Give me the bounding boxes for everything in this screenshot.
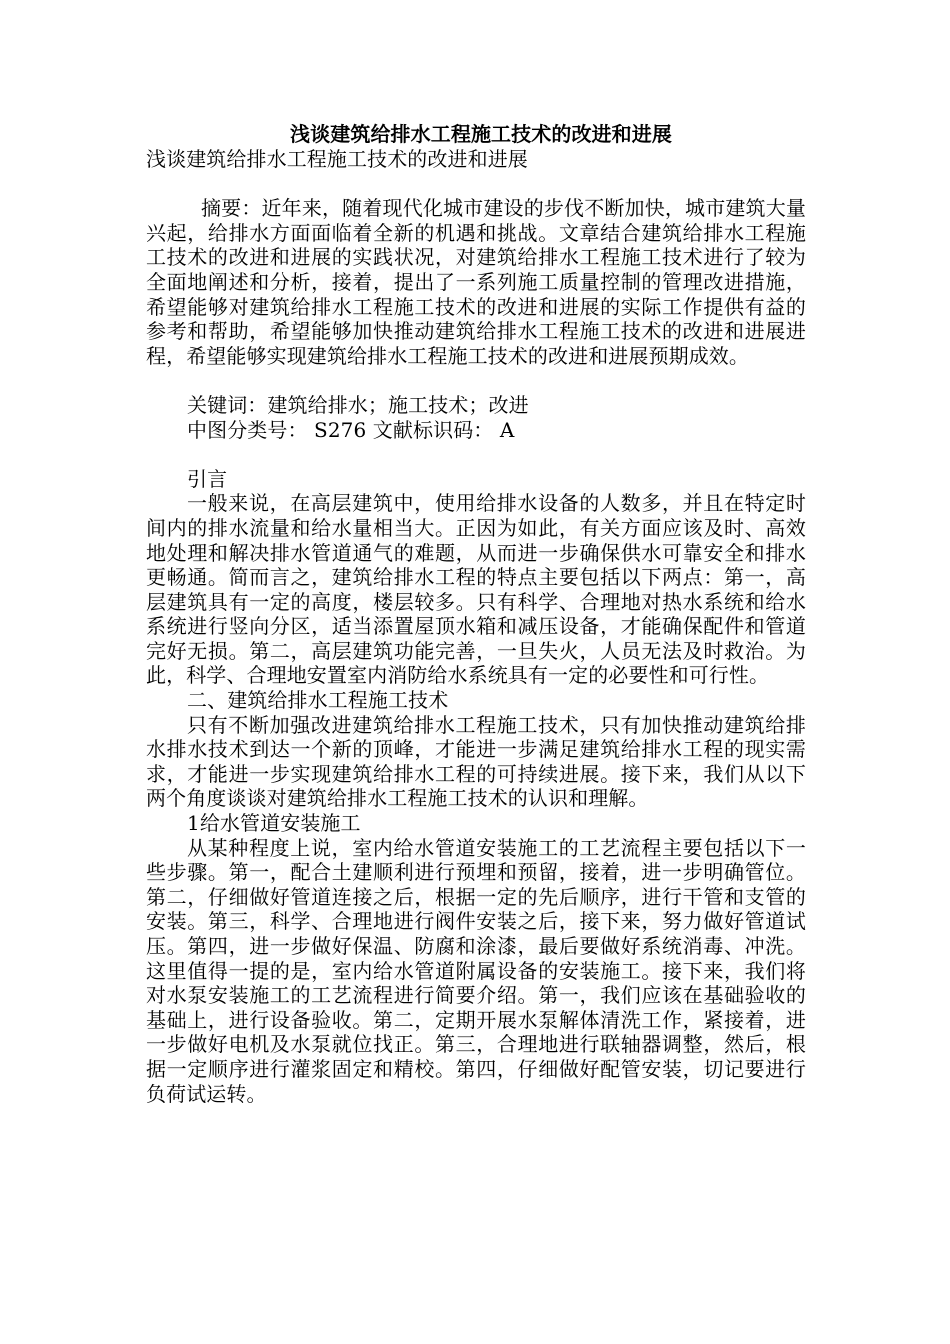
section2-paragraph: 只有不断加强改进建筑给排水工程施工技术，只有加快推动建筑给排水排水技术到达一个新的顶峰，才能进一步满足建筑给排水工程的现实需求，才能进一步实现建筑给排水工程的可持续进展。接下来，我们从以下两个角度谈谈对建筑给排水工程施工技术的认识和理解。 (146, 712, 806, 811)
intro-heading: 引言 (187, 466, 228, 491)
subsection1-paragraph: 从某种程度上说，室内给水管道安装施工的工艺流程主要包括以下一些步骤。第一，配合土建顺利进行预埋和预留，接着，进一步明确管位。第二，仔细做好管道连接之后，根据一定的先后顺序，进行干管和支管的安装。第三，科学、合理地进行阀件安装之后，接下来，努力做好管道试压。第四，进一步做好保温、防腐和涂漆，最后要做好系统消毒、冲洗。这里值得一提的是，室内给水管道附属设备的安装施工。接下来，我们将对水泵安装施工的工艺流程进行简要介绍。第一，我们应该在基础验收的基础上，进行设备验收。第二，定期开展水泵解体清洗工作，紧接着，进一步做好电机及水泵就位找正。第三，合理地进行联轴器调整，然后，根据一定顺序进行灌浆固定和精校。第四，仔细做好配管安装，切记要进行负荷试运转。 (146, 835, 806, 1106)
subsection1-heading: 1给水管道安装施工 (187, 811, 361, 836)
section2-heading: 二、建筑给排水工程施工技术 (187, 688, 449, 713)
document-body (146, 121, 806, 1106)
blank-line (146, 442, 806, 467)
blank-line (146, 368, 806, 393)
classification-line: 中图分类号： S276 文献标识码： A (187, 417, 515, 442)
document-subtitle: 浅谈建筑给排水工程施工技术的改进和进展 (146, 147, 528, 171)
intro-paragraph: 一般来说，在高层建筑中，使用给排水设备的人数多，并且在特定时间内的排水流量和给水量相当大。正因为如此，有关方面应该及时、高效地处理和解决排水管道通气的难题，从而进一步确保供水可靠安全和排水更畅通。简而言之，建筑给排水工程的特点主要包括以下两点：第一，高层建筑具有一定的高度，楼层较多。只有科学、合理地对热水系统和给水系统进行竖向分区，适当添置屋顶水箱和减压设备，才能确保配件和管道完好无损。第二，高层建筑功能完善，一旦失火，人员无法及时救治。为此，科学、合理地安置室内消防给水系统具有一定的必要性和可行性。 (146, 491, 806, 688)
abstract-paragraph: 摘要：近年来，随着现代化城市建设的步伐不断加快，城市建筑大量兴起，给排水方面面临着全新的机遇和挑战。文章结合建筑给排水工程施工技术的改进和进展的实践状况，对建筑给排水工程施工技术进行了较为全面地阐述和分析，接着，提出了一系列施工质量控制的管理改进措施，希望能够对建筑给排水工程施工技术的改进和进展的实际工作提供有益的参考和帮助，希望能够加快推动建筑给排水工程施工技术的改进和进展进程，希望能够实现建筑给排水工程施工技术的改进和进展预期成效。 (146, 196, 806, 368)
blank-line (146, 172, 806, 197)
keywords-line: 关键词：建筑给排水；施工技术；改进 (187, 392, 529, 417)
document-title: 浅谈建筑给排水工程施工技术的改进和进展 (290, 122, 672, 146)
